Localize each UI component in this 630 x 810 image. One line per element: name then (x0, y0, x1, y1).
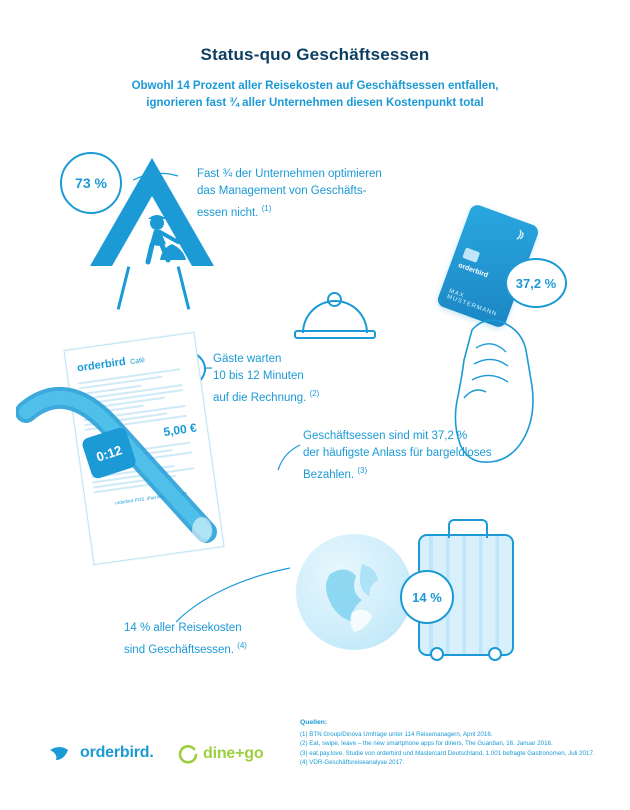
source-item-1: (1) BTN Group/Dinova Umfrage unter 114 Reisemanagern, April 2016. (300, 730, 493, 738)
stat-footnote-travel: (4) (237, 641, 247, 650)
receipt-brand-label: orderbird (76, 355, 127, 375)
stat-footnote-cashless: (3) (357, 466, 368, 475)
page-title: Status-quo Geschäftsessen (200, 45, 430, 64)
stat-footnote-waiting: (2) (309, 389, 320, 398)
receipt-total: 5,00 € (162, 420, 198, 440)
dinego-mark-icon (178, 744, 198, 764)
source-item-4: (4) VDR-Geschäftsreiseanalyse 2017. (300, 759, 405, 767)
stat-text-travel-line1: 14 % aller Reisekosten (124, 622, 242, 634)
stat-badge-optimization-label: 73 % (75, 175, 107, 191)
page-subtitle (60, 78, 570, 112)
stat-text-optimization-line2: das Management von Geschäfts- (197, 185, 367, 197)
stat-text-optimization-line3: essen nicht. (197, 206, 259, 219)
stat-badge-travel-label: 14 % (412, 589, 442, 605)
sign-leg-right (177, 266, 191, 309)
source-item-3: (3) eat.pay.love. Studie von orderbird und Mastercard Deutschland, 1.001 befragte Gastronomen, Juli 2017. (300, 749, 595, 757)
suitcase-wheel-left (430, 647, 444, 661)
subtitle-line-1: Obwohl 14 Prozent aller Reisekosten auf Geschäftsessen entfallen, (131, 80, 499, 92)
bird-icon (48, 744, 74, 762)
dinego-label-right: go (244, 745, 264, 762)
stat-text-cashless (303, 428, 583, 484)
orderbird-logo (48, 744, 154, 762)
stat-badge-optimization (60, 152, 122, 214)
suitcase-wheel-right (488, 647, 502, 661)
orderbird-logo-label: orderbird. (80, 744, 154, 761)
stat-text-waiting-line2: 10 bis 12 Minuten (213, 370, 304, 382)
subtitle-line-2: ignorieren fast ¾ aller Unternehmen diesen Kostenpunkt total (146, 97, 484, 109)
sign-leg-left (117, 266, 131, 309)
card-chip-icon (462, 247, 480, 262)
stat-text-waiting (213, 351, 443, 407)
worker-icon (134, 214, 194, 272)
stat-text-optimization (197, 166, 457, 222)
stat-text-travel (124, 620, 354, 659)
stat-text-optimization-line1: Fast ¾ der Unternehmen optimieren (197, 168, 382, 180)
dinego-label-left: dine (203, 745, 236, 762)
card-brand-label: orderbird (457, 262, 489, 280)
stat-badge-cashless-label: 37,2 % (515, 275, 557, 291)
stat-text-travel-line2: sind Geschäftsessen. (124, 643, 234, 656)
card-name-label: MAX MUSTERMANN (445, 288, 498, 318)
dinego-logo (178, 744, 263, 764)
suitcase-handle-icon (448, 519, 488, 538)
receipt-brand-suffix: Café (129, 357, 146, 367)
stat-footnote-optimization: (1) (261, 204, 272, 213)
stat-badge-travel (400, 570, 454, 624)
stat-text-cashless-line2: der häufigste Anlass für bargeldloses (303, 447, 492, 459)
stat-text-cashless-line3: Bezahlen. (303, 468, 355, 481)
watch-strap-illustration (16, 372, 246, 572)
sources-block (300, 718, 620, 768)
dinego-logo-label: dine+go (203, 745, 264, 762)
watch-time-label: 0:12 (94, 441, 124, 465)
sources-heading: Quellen: (300, 719, 328, 726)
receipt-footer: orderbird POS. iPad Kassensystem (114, 490, 188, 506)
source-item-2: (2) Eat, swipe, leave – the new smartphone apps for diners, The Guardian, 16. Januar 2016. (300, 740, 553, 748)
bell-base-icon (294, 330, 376, 339)
bell-dome-icon (302, 300, 368, 333)
stat-text-waiting-line1: Gäste warten (213, 353, 282, 365)
stat-text-cashless-line1: Geschäftsessen sind mit 37,2 % (303, 430, 468, 442)
contactless-icon (513, 227, 531, 245)
stat-badge-cashless (505, 258, 567, 308)
stat-text-waiting-line3: auf die Rechnung. (213, 391, 307, 404)
